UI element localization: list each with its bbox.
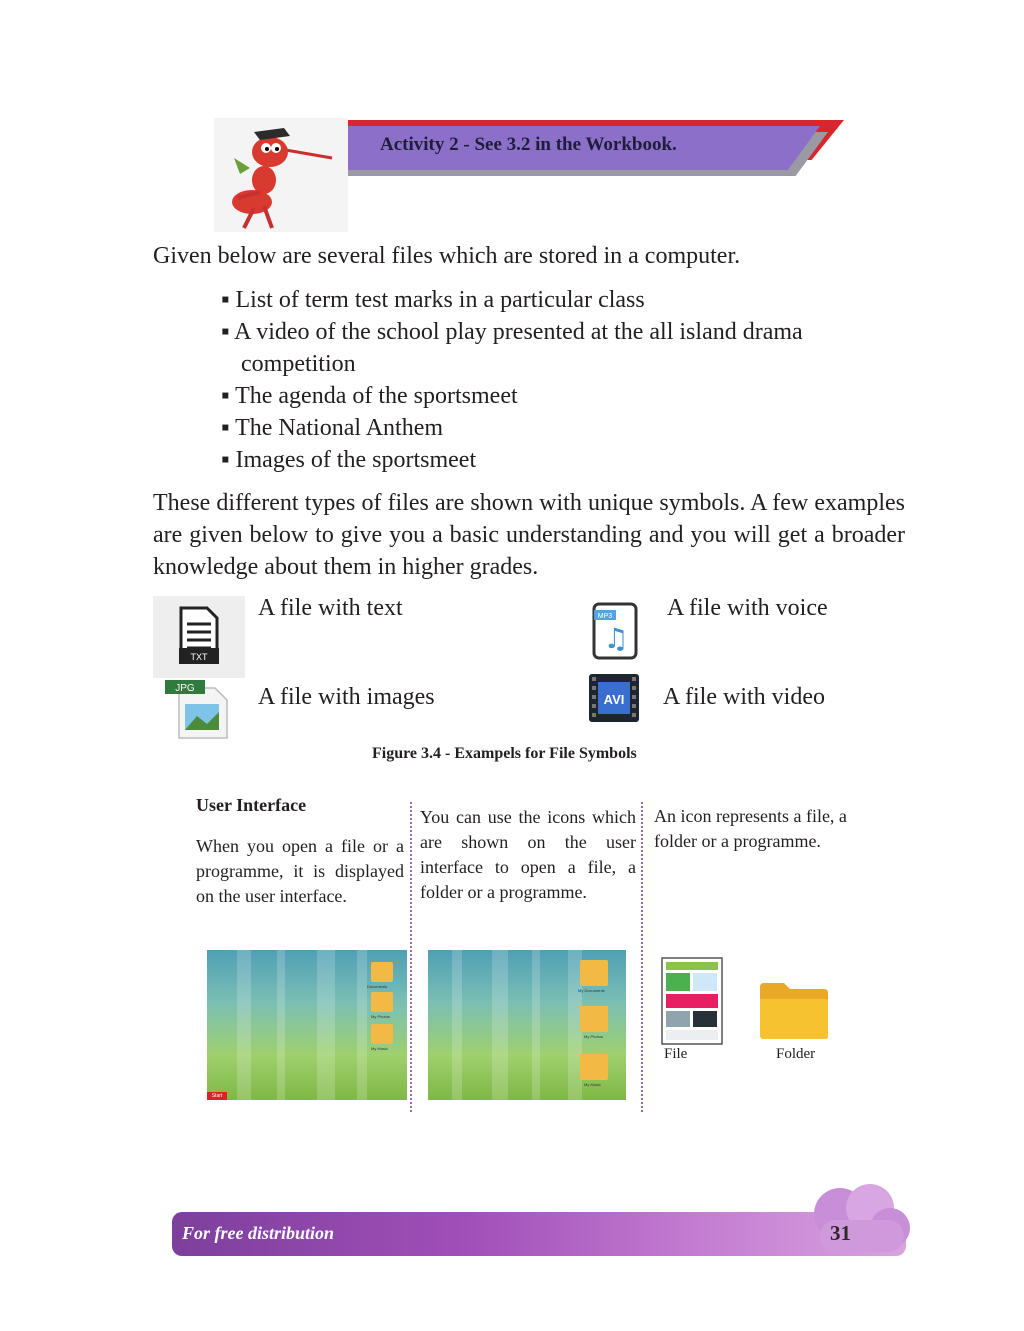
avi-file-icon (589, 674, 639, 722)
svg-text:♫: ♫ (603, 622, 629, 655)
folder-label: My Photos (371, 1014, 390, 1019)
ant-teacher-illustration (214, 118, 348, 232)
txt-file-icon (153, 596, 245, 678)
folder-label: My Music (371, 1046, 388, 1051)
file-thumbnail-icon (661, 957, 723, 1045)
jpg-badge: JPG (175, 683, 195, 694)
activity-title: Activity 2 - See 3.2 in the Workbook. (380, 134, 677, 155)
text-file-label: A file with text (258, 595, 403, 621)
images-file-label: A file with images (258, 684, 435, 710)
bullet-item-continuation: competition (241, 351, 356, 377)
bullet-item: ▪ The National Anthem (221, 415, 444, 441)
column-divider (641, 802, 643, 1112)
folder-icon (371, 1024, 393, 1044)
icons-explanation-text: You can use the icons which are shown on the user interface to open a file, a folder or a programme. (420, 807, 636, 902)
folder-icon (371, 992, 393, 1012)
folder-icon (580, 960, 608, 986)
folder-icon (580, 1054, 608, 1080)
folder-label: My Photos (584, 1034, 603, 1039)
avi-badge: AVI (603, 692, 625, 707)
folder-icon (758, 981, 830, 1041)
folder-label: My Music (584, 1082, 601, 1087)
folder-label: Folder (776, 1046, 816, 1062)
folder-icon (371, 962, 393, 982)
file-symbols-paragraph: These different types of files are shown with unique symbols. A few examples are given below to give you a basic understanding and you will get a broader knowledge about them in higher grades. (153, 490, 905, 580)
intro-sentence: Given below are several files which are stored in a computer. (153, 243, 741, 269)
folder-label: Documents (367, 984, 388, 989)
icon-represents-text: An icon represents a file, a folder or a programme. (654, 806, 847, 851)
column-divider (410, 802, 412, 1112)
voice-file-label: A file with voice (667, 595, 828, 621)
jpg-file-icon (163, 680, 231, 740)
user-interface-text: When you open a file or a programme, it is displayed on the user interface. (196, 836, 404, 906)
video-file-label: A file with video (663, 684, 825, 710)
footer-text: For free distribution (182, 1223, 335, 1243)
start-button: Start (207, 1092, 227, 1100)
bullet-item: ▪ List of term test marks in a particular class (221, 287, 645, 313)
txt-badge: TXT (190, 652, 208, 662)
figure-caption: Figure 3.4 - Exampels for File Symbols (372, 745, 637, 762)
mp3-badge: MP3 (597, 613, 613, 620)
bullet-item: ▪ Images of the sportsmeet (221, 447, 477, 473)
page-number: 31 (830, 1221, 851, 1245)
file-label: File (664, 1046, 688, 1062)
user-interface-heading: User Interface (196, 795, 307, 815)
desktop-screenshot (207, 950, 407, 1100)
folder-label: My Documents (578, 988, 605, 993)
bullet-item: ▪ A video of the school play presented at the all island drama (221, 319, 803, 345)
cloud-decoration (806, 1180, 912, 1256)
desktop-screenshot-with-icons (428, 950, 626, 1100)
folder-icon (580, 1006, 608, 1032)
mp3-file-icon (588, 602, 640, 660)
bullet-item: ▪ The agenda of the sportsmeet (221, 383, 518, 409)
